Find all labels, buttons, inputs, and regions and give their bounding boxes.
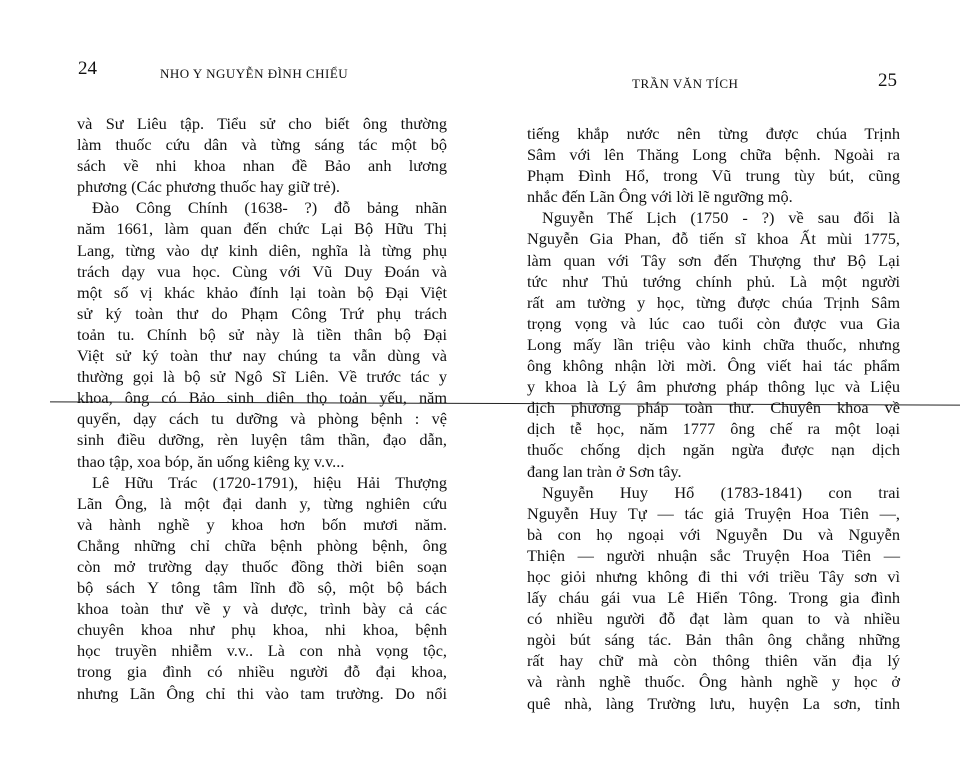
text-line: sử ký toàn thư do Phạm Công Trứ phụ trách [77, 303, 447, 323]
text-line: tiếng khắp nước nên từng được chúa Trịnh [527, 124, 900, 143]
text-line: Sâm với lên Thăng Long chữa bệnh. Ngoài ra [527, 145, 900, 165]
text-line: nhưng Lãn Ông chỉ thi vào tam trường. Do nổi [77, 683, 447, 703]
text-line: khoa, ông có Bảo sinh diên thọ toản yếu, năm [77, 388, 447, 408]
text-line: dịch tễ học, năm 1777 ông chế ra một loại [527, 419, 900, 439]
text-line: quyển, dạy cách tu dưỡng và phòng bệnh : vệ [77, 409, 447, 429]
text-line: còn mở trường dạy thuốc đồng thời biên soạn [77, 556, 447, 576]
text-line: toản tu. Chính bộ sử này là tiền thân bộ Đại [77, 324, 447, 344]
text-line: phương (Các phương thuốc hay giữ trẻ). [77, 177, 340, 197]
text-line: khoa toàn thư về y và dược, trình bày cả các [77, 599, 447, 619]
text-line: trong gia đình có nhiều người đỗ đại khoa, [77, 662, 447, 682]
text-line: Việt sử ký toàn thư nay chúng ta vẫn dùng và [77, 346, 447, 366]
text-line: ông không nhận lời mời. Ông viết hai tác phẩm [527, 356, 900, 376]
text-line: một số vị khác khảo đính lại toàn bộ Đại Việt [77, 282, 447, 302]
text-line: học giỏi nhưng không đi thi với triều Tây sơn vì [527, 566, 900, 586]
text-line: đang lan tràn ở Sơn tây. [527, 461, 682, 481]
text-line: bà con họ ngoại với Nguyễn Du và Nguyễn [527, 524, 900, 544]
text-line: Long mấy lần triệu vào kinh chữa thuốc, nhưng [527, 334, 900, 354]
text-line: có nhiều người đỗ đạt làm quan to và nhiều [527, 609, 900, 629]
text-line: Nguyễn Huy Tự — tác giả Truyện Hoa Tiên —, [527, 503, 900, 523]
text-line: Nguyễn Huy Hổ (1783-1841) con trai [542, 482, 900, 502]
text-line: bộ sách Y tông tâm lĩnh đồ sộ, một bộ bách [77, 578, 447, 598]
text-line: học truyền nhiễm v.v.. Là con nhà vọng tộc, [77, 641, 447, 661]
text-line: và Sư Liêu tập. Tiểu sử cho biết ông thường [77, 114, 447, 133]
right-page-body [527, 123, 900, 714]
text-line: Lê Hữu Trác (1720-1791), hiệu Hải Thượng [92, 472, 447, 492]
text-line: thao tập, xoa bóp, ăn uống kiêng kỵ v.v... [77, 451, 345, 471]
right-page-number: 25 [878, 70, 897, 91]
text-line: Lãn Ông, là một đại danh y, từng nghiên cứu [77, 493, 447, 513]
text-line: sách về nhi khoa nhan đề Bảo anh lương [77, 156, 447, 176]
text-line: trách dạy vua học. Cùng với Vũ Duy Đoán và [77, 261, 447, 281]
text-line: chuyên khoa như phụ khoa, nhi khoa, bệnh [77, 620, 447, 640]
text-line: ngòi bút sáng tác. Bản thân ông chẳng những [527, 630, 900, 650]
text-line: trọng vọng và lúc cao tuổi còn được vua Gia [527, 313, 900, 333]
text-line: lấy cháu gái vua Lê Hiển Tông. Trong gia đình [527, 588, 900, 608]
text-line: Đào Công Chính (1638- ?) đỗ bảng nhãn [92, 198, 447, 218]
text-line: rất hay chữ mà còn thông thiên văn địa lý [527, 651, 900, 671]
text-line: làm quan với Tây sơn đến Thượng thư Bộ Lại [527, 250, 900, 270]
text-line: Phạm Đình Hổ, trong Vũ trung tùy bút, cũng [527, 166, 900, 186]
text-line: và rành nghề thuốc. Ông hành nghề y học ở [527, 672, 900, 692]
text-line: Thiện — người nhuận sắc Truyện Hoa Tiên — [527, 545, 900, 565]
text-line: y khoa là Lý âm phương pháp thông lục và Liệu [527, 377, 900, 397]
left-running-head: NHO Y NGUYỄN ĐÌNH CHIỂU [160, 66, 349, 81]
text-line: và hành nghề y khoa hơn bốn mươi năm. [77, 514, 447, 534]
text-line: quê nhà, làng Trường lưu, huyện La sơn, tỉnh [527, 693, 900, 713]
text-line: năm 1661, làm quan đến chức Lại Bộ Hữu Thị [77, 219, 447, 239]
text-line: tức như Thủ tướng chính phủ. Là một người [527, 271, 900, 291]
text-line: Lang, từng vào dự kinh diên, nghĩa là từng phụ [77, 240, 447, 260]
left-page-number: 24 [78, 58, 97, 79]
text-line: Nguyễn Gia Phan, đỗ tiến sĩ khoa Ất mùi 1775, [527, 229, 900, 249]
text-line: Nguyễn Thế Lịch (1750 - ?) về sau đổi là [542, 208, 900, 228]
text-line: thuốc chống dịch ngăn ngừa được nạn dịch [527, 440, 900, 460]
text-line: nhắc đến Lãn Ông với lời lẽ ngưỡng mộ. [527, 187, 793, 207]
text-line: sinh điều dưỡng, rèn luyện tâm thần, đạo dẫn, [77, 430, 447, 450]
right-running-head: TRẦN VĂN TÍCH [632, 76, 739, 91]
text-line: rất am tường y học, từng được chúa Trịnh Sâm [527, 292, 900, 312]
text-line: thường gọi là bộ sử Ngô Sĩ Liên. Về trước tác y [77, 367, 447, 387]
text-line: dịch phương pháp toàn thư. Chuyên khoa về [527, 398, 900, 418]
text-line: Chẳng những chỉ chữa bệnh phòng bệnh, ông [77, 535, 447, 555]
text-line: làm thuốc cứu dân và từng sáng tác một bộ [77, 135, 447, 155]
